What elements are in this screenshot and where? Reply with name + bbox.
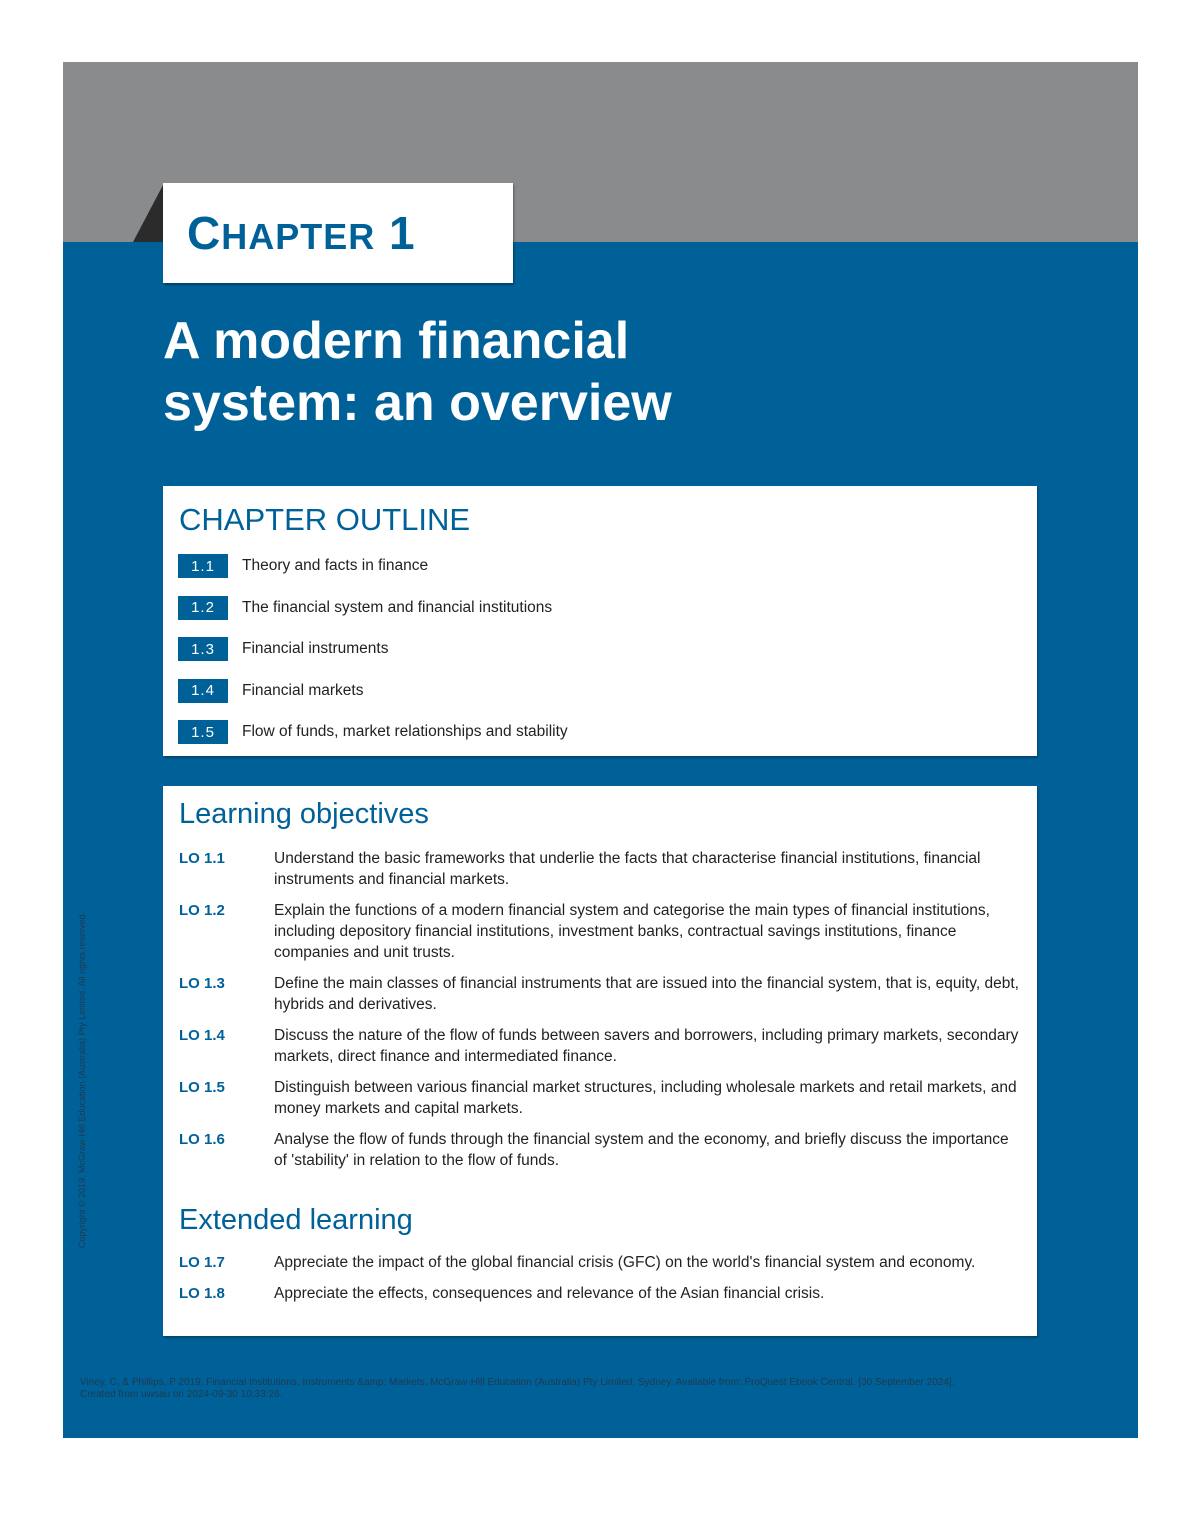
chapter-title	[163, 310, 863, 434]
chapter-outline-heading: CHAPTER OUTLINE	[179, 502, 471, 537]
chapter-number: 1	[389, 207, 416, 259]
chapter-label-initial: C	[187, 207, 222, 259]
citation-line-2: Created from uwsau on 2024-09-30 10:33:26.	[80, 1389, 283, 1400]
learning-objective	[179, 900, 1019, 963]
outline-item[interactable]	[178, 720, 568, 762]
tab-fold-shadow	[133, 185, 163, 242]
outline-item-text: Financial instruments	[242, 640, 389, 657]
lo-text: Understand the basic frameworks that underlie the facts that characterise financial institutions, financial instruments and financial markets.	[274, 850, 981, 888]
lo-text: Explain the functions of a modern financial system and categorise the main types of financial institutions, including depository financial institutions, investment banks, contractual savings institutions, finance companies and unit trusts.	[274, 902, 990, 961]
lo-text: Appreciate the effects, consequences and relevance of the Asian financial crisis.	[274, 1285, 825, 1302]
lo-code: LO 1.1	[179, 850, 225, 867]
outline-number-badge: 1.1	[178, 554, 228, 578]
learning-objective	[179, 973, 1019, 1015]
chapter-label-box	[163, 183, 513, 283]
chapter-title-line-1: A modern financial	[163, 312, 630, 370]
outline-number-badge: 1.3	[178, 637, 228, 661]
outline-item-text: Flow of funds, market relationships and stability	[242, 723, 568, 740]
outline-item[interactable]	[178, 554, 568, 596]
extended-learning-list	[179, 1252, 1019, 1314]
outline-item[interactable]	[178, 596, 568, 638]
lo-code: LO 1.7	[179, 1254, 225, 1271]
extended-learning-heading: Extended learning	[179, 1204, 413, 1236]
lo-text: Discuss the nature of the flow of funds between savers and borrowers, including primary markets, secondary markets, direct finance and intermediated finance.	[274, 1027, 1019, 1065]
chapter-title-line-2: system: an overview	[163, 374, 672, 432]
outline-item[interactable]	[178, 637, 568, 679]
outline-number-badge: 1.2	[178, 596, 228, 620]
lo-text: Analyse the flow of funds through the financial system and the economy, and briefly discuss the importance of 'stability' in relation to the flow of funds.	[274, 1131, 1009, 1169]
lo-text: Define the main classes of financial instruments that are issued into the financial system, that is, equity, debt, hybrids and derivatives.	[274, 975, 1019, 1013]
learning-objective	[179, 1283, 1019, 1304]
lo-code: LO 1.3	[179, 975, 225, 992]
citation-line-1: Viney, C, & Phillips, P 2019, Financial Institutions, Instruments &amp; Markets, McGraw-Hill Education (Australia) Pty Limited, Sydney. Available from: ProQuest Ebook Central. [30 September 2024].	[80, 1377, 955, 1388]
lo-code: LO 1.8	[179, 1285, 225, 1302]
page	[63, 62, 1138, 1438]
learning-objectives-box	[163, 786, 1037, 1336]
outline-number-badge: 1.4	[178, 679, 228, 703]
chapter-outline-list	[178, 554, 568, 762]
outline-item-text: The financial system and financial institutions	[242, 598, 553, 616]
lo-code: LO 1.6	[179, 1131, 225, 1148]
learning-objective	[179, 1025, 1019, 1067]
learning-objectives-heading: Learning objectives	[179, 798, 429, 830]
outline-item[interactable]	[178, 679, 568, 721]
learning-objective	[179, 1252, 1019, 1273]
copyright-notice: Copyright © 2019. McGraw-Hill Education (Australia) Pty Limited. All rights reserved.	[77, 911, 87, 1249]
citation-footer	[80, 1377, 1130, 1401]
learning-objective	[179, 1077, 1019, 1119]
lo-code: LO 1.5	[179, 1079, 225, 1096]
chapter-label	[187, 207, 416, 259]
learning-objective	[179, 848, 1019, 890]
outline-number-badge: 1.5	[178, 720, 228, 744]
learning-objectives-list	[179, 848, 1019, 1181]
outline-item-text: Financial markets	[242, 681, 364, 699]
outline-item-text: Theory and facts in finance	[242, 557, 429, 574]
chapter-label-rest: HAPTER	[221, 216, 376, 257]
lo-text: Appreciate the impact of the global financial crisis (GFC) on the world's financial system and economy.	[274, 1254, 976, 1271]
learning-objective	[179, 1129, 1019, 1171]
lo-code: LO 1.4	[179, 1027, 225, 1044]
lo-text: Distinguish between various financial market structures, including wholesale markets and retail markets, and money markets and capital markets.	[274, 1079, 1017, 1117]
lo-code: LO 1.2	[179, 902, 225, 919]
chapter-outline-box	[163, 486, 1037, 756]
